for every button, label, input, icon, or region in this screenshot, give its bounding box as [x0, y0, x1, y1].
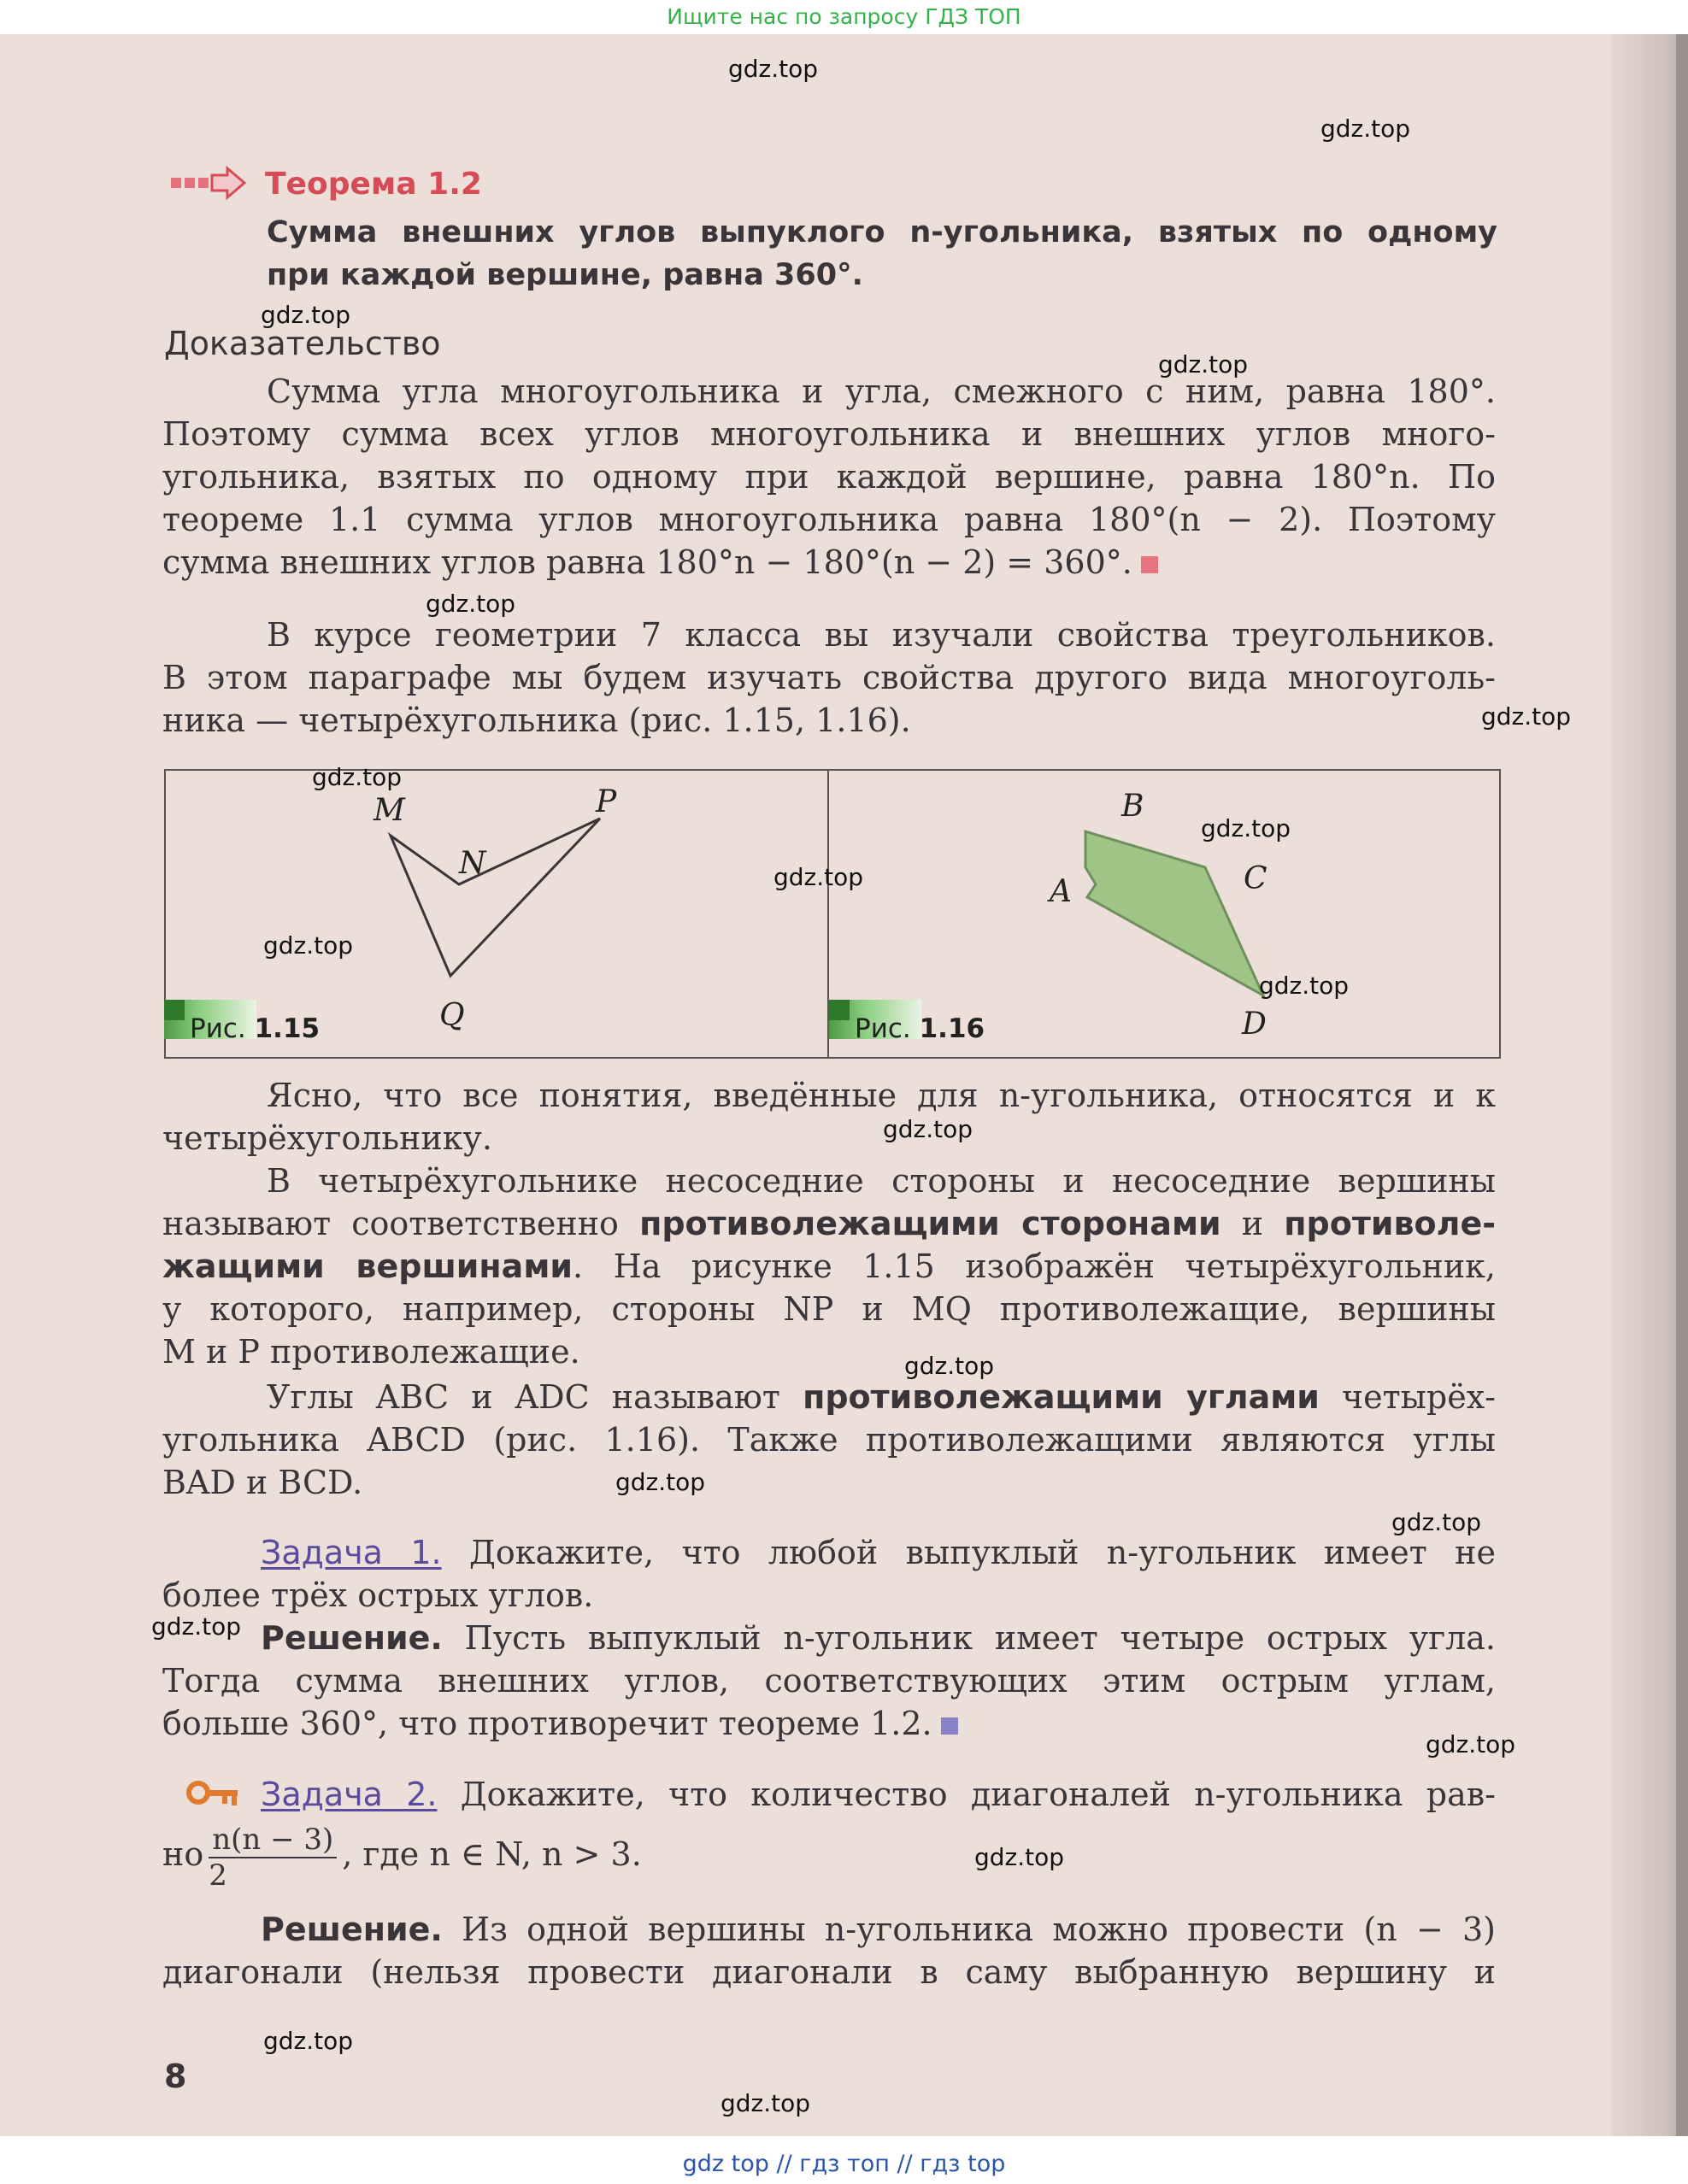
- quadrilateral-abcd: [1085, 831, 1263, 995]
- watermark: gdz.top: [728, 55, 819, 83]
- proof-line: угольника, взятых по одному при каждой вершине, равна 180°n. По: [162, 458, 1496, 496]
- text: Докажите, что любой выпуклый n-угольник имеет не: [441, 1534, 1497, 1571]
- watermark: gdz.top: [773, 863, 864, 891]
- watermark: gdz.top: [1391, 1508, 1482, 1536]
- text: четырёх-: [1319, 1378, 1497, 1416]
- watermark: gdz.top: [904, 1352, 995, 1380]
- theorem-line: при каждой вершине, равна 360°.: [267, 258, 863, 292]
- watermark: gdz.top: [151, 1612, 242, 1641]
- fraction-numerator: n(n − 3): [209, 1823, 337, 1858]
- watermark: gdz.top: [426, 590, 516, 618]
- task1-line: [261, 1531, 1496, 1574]
- body-line: M и P противолежащие.: [162, 1333, 580, 1371]
- fraction: [209, 1823, 337, 1893]
- vertex-label-b: B: [1121, 789, 1144, 824]
- watermark: gdz.top: [1426, 1730, 1516, 1758]
- text: и: [1220, 1205, 1285, 1242]
- proof-line: теореме 1.1 сумма углов многоугольника равна 180°(n − 2). Поэтому: [162, 501, 1496, 538]
- task2-line: [261, 1773, 1496, 1816]
- text: Докажите, что количество диагоналей n-угольника рав-: [437, 1776, 1497, 1813]
- proof-label: Доказательство: [164, 325, 441, 362]
- task1-solution-line: [261, 1617, 1496, 1659]
- bottom-banner[interactable]: gdz top // гдз топ // гдз top: [682, 2151, 1006, 2177]
- intro-line: В этом параграфе мы будем изучать свойства другого вида многоуголь-: [162, 659, 1496, 696]
- watermark: gdz.top: [261, 301, 351, 329]
- theorem-arrow-icon: [171, 165, 248, 201]
- watermark: gdz.top: [263, 2027, 354, 2055]
- key-icon: [186, 1779, 239, 1810]
- text: но: [162, 1835, 204, 1873]
- watermark: gdz.top: [312, 763, 403, 791]
- vertex-label-q: Q: [439, 998, 465, 1033]
- page-edge: [1676, 34, 1688, 2136]
- figure-caption-1-15: [190, 1013, 320, 1044]
- text: Углы ABC и ADC называют: [267, 1378, 803, 1416]
- proof-line-last: [162, 541, 1496, 584]
- top-banner[interactable]: Ищите нас по запросу ГДЗ ТОП: [667, 4, 1021, 29]
- text: Пусть выпуклый n-угольник имеет четыре острых угла.: [442, 1619, 1496, 1657]
- task1-line: более трёх острых углов.: [162, 1576, 594, 1614]
- watermark: gdz.top: [1201, 814, 1291, 842]
- intro-line: В курсе геометрии 7 класса вы изучали свойства треугольников.: [267, 616, 1496, 654]
- text: Из одной вершины n-угольника можно провести (n − 3): [442, 1911, 1496, 1948]
- end-of-proof-marker: [1141, 556, 1158, 573]
- task2-solution-line: [261, 1908, 1496, 1951]
- watermark: gdz.top: [1320, 114, 1411, 143]
- text: называют соответственно: [162, 1205, 640, 1242]
- task2-title[interactable]: Задача 2.: [261, 1776, 438, 1813]
- intro-line: ника — четырёхугольника (рис. 1.15, 1.16).: [162, 702, 911, 739]
- task2-line: [162, 1816, 1496, 1893]
- body-line: Ясно, что все понятия, введённые для n-угольника, относятся и к: [267, 1077, 1496, 1114]
- body-line: [162, 1202, 1496, 1245]
- term-opposite-angles: противолежащими углами: [803, 1378, 1320, 1416]
- solution-label: Решение.: [261, 1911, 443, 1948]
- task1-title[interactable]: Задача 1.: [261, 1534, 442, 1571]
- watermark: gdz.top: [615, 1468, 706, 1496]
- theorem-title: Теорема 1.2: [265, 167, 482, 202]
- term-opposite-sides: противолежащими сторонами: [639, 1205, 1221, 1242]
- body-line: четырёхугольнику.: [162, 1119, 492, 1157]
- quadrilateral-mnpq: [391, 819, 600, 976]
- figure-caption-1-16: [855, 1013, 985, 1044]
- vertex-label-n: N: [459, 846, 486, 881]
- theorem-line: Сумма внешних углов выпуклого n-угольника, взятых по одному: [267, 215, 1497, 250]
- theorem-statement: [267, 211, 1497, 296]
- proof-line: Поэтому сумма всех углов многоугольника и внешних углов много-: [162, 415, 1496, 453]
- body-line: В четырёхугольнике несоседние стороны и несоседние вершины: [267, 1162, 1496, 1200]
- vertex-label-d: D: [1242, 1007, 1267, 1042]
- body-line: [162, 1245, 1496, 1288]
- body-line: у которого, например, стороны NP и MQ противолежащие, вершины: [162, 1290, 1496, 1328]
- end-of-solution-marker: [941, 1717, 958, 1735]
- term-opposite-vertices-cont: жащими вершинами: [162, 1248, 573, 1285]
- task1-solution-line: Тогда сумма внешних углов, соответствующих этим острым углам,: [162, 1662, 1496, 1700]
- text: больше 360°, что противоречит теореме 1.2.: [162, 1705, 932, 1742]
- proof-line: Сумма угла многоугольника и угла, смежного с ним, равна 180°.: [267, 373, 1496, 410]
- text: . На рисунке 1.15 изображён четырёхугольник,: [573, 1248, 1496, 1285]
- page-number: 8: [164, 2058, 187, 2095]
- caption-number: 1.15: [254, 1013, 321, 1044]
- text: , где n ∈ N, n > 3.: [342, 1835, 642, 1873]
- watermark: gdz.top: [1481, 702, 1572, 731]
- vertex-label-m: M: [373, 793, 405, 828]
- caption-prefix: Рис.: [190, 1013, 246, 1044]
- vertex-label-c: C: [1244, 861, 1267, 896]
- task1-solution-line: [162, 1702, 1496, 1745]
- body-line: BAD и BCD.: [162, 1464, 363, 1501]
- body-line: [267, 1376, 1496, 1418]
- caption-prefix: Рис.: [855, 1013, 911, 1044]
- vertex-label-p: P: [596, 784, 617, 819]
- watermark: gdz.top: [883, 1115, 973, 1143]
- watermark: gdz.top: [720, 2089, 811, 2117]
- watermark: gdz.top: [1259, 972, 1350, 1000]
- vertex-label-a: A: [1050, 874, 1072, 909]
- watermark: gdz.top: [974, 1843, 1065, 1871]
- watermark: gdz.top: [263, 931, 354, 960]
- caption-number: 1.16: [919, 1013, 985, 1044]
- term-opposite-vertices: противоле-: [1284, 1205, 1496, 1242]
- body-line: угольника ABCD (рис. 1.16). Также противолежащими являются углы: [162, 1421, 1496, 1459]
- watermark: gdz.top: [1158, 350, 1249, 379]
- fraction-denominator: 2: [209, 1858, 227, 1893]
- task2-solution-line: диагонали (нельзя провести диагонали в саму выбранную вершину и: [162, 1953, 1496, 1991]
- proof-line-text: сумма внешних углов равна 180°n − 180°(n − 2) = 360°.: [162, 543, 1132, 581]
- solution-label: Решение.: [261, 1619, 443, 1657]
